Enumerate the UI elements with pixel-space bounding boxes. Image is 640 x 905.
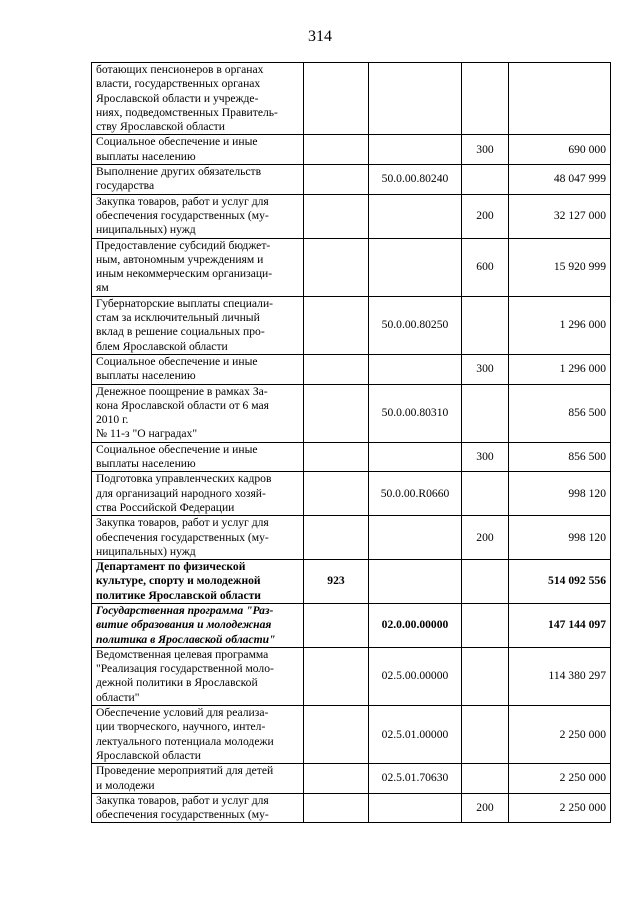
row-expense-type-cell (462, 63, 509, 135)
row-target-code-cell (369, 442, 462, 472)
row-amount-cell: 114 380 297 (509, 647, 611, 705)
row-name-cell (92, 516, 304, 560)
row-name-cell (92, 354, 304, 384)
row-name-cell (92, 135, 304, 165)
row-name-cell (92, 63, 304, 135)
table-row (92, 764, 611, 794)
row-amount-cell: 690 000 (509, 135, 611, 165)
row-amount-cell: 2 250 000 (509, 793, 611, 823)
row-amount-cell: 1 296 000 (509, 354, 611, 384)
row-department-cell (304, 793, 369, 823)
budget-table-body (92, 63, 611, 823)
row-amount-cell: 1 296 000 (509, 296, 611, 354)
row-department-cell (304, 354, 369, 384)
row-expense-type-cell (462, 472, 509, 516)
row-target-code-cell: 50.0.00.R0660 (369, 472, 462, 516)
row-target-code-cell: 02.5.01.70630 (369, 764, 462, 794)
row-amount-cell: 2 250 000 (509, 706, 611, 764)
row-expense-type-cell (462, 647, 509, 705)
row-department-cell (304, 764, 369, 794)
row-name-text: Проведение мероприятий для детей и молодежи (96, 764, 274, 792)
row-expense-type-cell: 300 (462, 442, 509, 472)
row-expense-type-cell (462, 384, 509, 442)
row-expense-type-cell (462, 296, 509, 354)
row-department-cell (304, 603, 369, 647)
row-department-cell (304, 647, 369, 705)
row-department-cell (304, 135, 369, 165)
table-row (92, 647, 611, 705)
row-department-cell (304, 296, 369, 354)
row-name-text: Закупка товаров, работ и услуг для обеспечения государственных (му- ниципальных) нужд (96, 194, 269, 237)
row-name-text: Предоставление субсидий бюджет- ным, автономным учреждениям и иным некоммерческим организаци- ям (96, 238, 273, 295)
row-name-text: Государственная программа "Раз- витие образования и молодежная политика в Ярославской области" (96, 603, 276, 646)
row-name-text: Социальное обеспечение и иные выплаты населению (96, 442, 258, 471)
row-target-code-cell: 50.0.00.80310 (369, 384, 462, 442)
row-name-text: Денежное поощрение в рамках За- кона Ярославской области от 6 мая 2010 г. № 11-з "О наградах" (96, 384, 269, 441)
row-department-cell (304, 516, 369, 560)
row-expense-type-cell (462, 560, 509, 604)
row-target-code-cell (369, 354, 462, 384)
row-target-code-cell (369, 194, 462, 238)
row-name-text: Губернаторские выплаты специали- стам за исключительный личный вклад в решение социальных про- блем Ярославской области (96, 296, 274, 353)
row-name-cell (92, 706, 304, 764)
row-department-cell (304, 63, 369, 135)
budget-table (91, 62, 611, 823)
row-expense-type-cell: 600 (462, 238, 509, 296)
table-row (92, 793, 611, 823)
row-department-cell (304, 384, 369, 442)
row-name-cell (92, 442, 304, 472)
row-name-text: ботающих пенсионеров в органах власти, государственных органах Ярославской области и учрежде- ниях, подведомственных Правитель- ству Ярославской области (96, 63, 278, 134)
row-target-code-cell (369, 516, 462, 560)
table-row (92, 516, 611, 560)
table-row (92, 296, 611, 354)
table-row (92, 194, 611, 238)
row-target-code-cell (369, 560, 462, 604)
table-row (92, 472, 611, 516)
row-amount-cell: 15 920 999 (509, 238, 611, 296)
row-name-text: Закупка товаров, работ и услуг для обеспечения государственных (му- ниципальных) нужд (96, 516, 269, 558)
row-name-text: Подготовка управленческих кадров для организаций народного хозяй- ства Российской Федерации (96, 472, 272, 514)
row-target-code-cell: 02.0.00.00000 (369, 603, 462, 647)
table-row (92, 603, 611, 647)
row-amount-cell: 998 120 (509, 472, 611, 516)
row-expense-type-cell (462, 165, 509, 195)
row-department-cell (304, 194, 369, 238)
row-amount-cell: 856 500 (509, 442, 611, 472)
row-department-cell: 923 (304, 560, 369, 604)
row-amount-cell: 48 047 999 (509, 165, 611, 195)
table-row (92, 238, 611, 296)
row-name-text: Департамент по физической культуре, спорту и молодежной политике Ярославской области (96, 560, 261, 602)
table-row (92, 560, 611, 604)
row-department-cell (304, 472, 369, 516)
row-target-code-cell: 50.0.00.80250 (369, 296, 462, 354)
row-expense-type-cell (462, 603, 509, 647)
row-name-cell (92, 194, 304, 238)
row-target-code-cell (369, 63, 462, 135)
row-amount-cell: 856 500 (509, 384, 611, 442)
row-department-cell (304, 238, 369, 296)
row-amount-cell: 2 250 000 (509, 764, 611, 794)
table-row (92, 354, 611, 384)
row-name-cell (92, 384, 304, 442)
table-row (92, 63, 611, 135)
row-name-cell (92, 472, 304, 516)
row-expense-type-cell: 200 (462, 793, 509, 823)
table-row (92, 165, 611, 195)
row-target-code-cell (369, 793, 462, 823)
row-amount-cell: 514 092 556 (509, 560, 611, 604)
row-amount-cell: 998 120 (509, 516, 611, 560)
table-row (92, 442, 611, 472)
row-name-cell (92, 647, 304, 705)
row-expense-type-cell: 200 (462, 516, 509, 560)
row-name-cell (92, 764, 304, 794)
row-department-cell (304, 442, 369, 472)
row-name-cell (92, 560, 304, 604)
page-number: 314 (308, 28, 332, 45)
row-expense-type-cell: 300 (462, 135, 509, 165)
row-target-code-cell (369, 238, 462, 296)
row-amount-cell: 32 127 000 (509, 194, 611, 238)
row-expense-type-cell (462, 706, 509, 764)
table-row (92, 384, 611, 442)
row-name-text: Закупка товаров, работ и услуг для обеспечения государственных (му- (96, 793, 269, 822)
table-row (92, 706, 611, 764)
row-amount-cell: 147 144 097 (509, 603, 611, 647)
row-amount-cell (509, 63, 611, 135)
row-name-text: Социальное обеспечение и иные выплаты населению (96, 135, 258, 163)
row-target-code-cell: 02.5.01.00000 (369, 706, 462, 764)
row-name-cell (92, 296, 304, 354)
row-name-cell (92, 793, 304, 823)
row-target-code-cell: 50.0.00.80240 (369, 165, 462, 195)
table-row (92, 135, 611, 165)
row-name-cell (92, 238, 304, 296)
row-expense-type-cell (462, 764, 509, 794)
row-name-text: Социальное обеспечение и иные выплаты населению (96, 354, 258, 383)
row-name-text: Выполнение других обязательств государства (96, 165, 262, 193)
row-name-text: Ведомственная целевая программа "Реализация государственной моло- дежной политики в Ярославской области" (96, 647, 274, 704)
row-target-code-cell: 02.5.00.00000 (369, 647, 462, 705)
row-expense-type-cell: 200 (462, 194, 509, 238)
row-name-cell (92, 603, 304, 647)
row-name-cell (92, 165, 304, 195)
row-expense-type-cell: 300 (462, 354, 509, 384)
row-target-code-cell (369, 135, 462, 165)
row-name-text: Обеспечение условий для реализа- ции творческого, научного, интел- лектуального потенциала молодежи Ярославской области (96, 706, 274, 762)
row-department-cell (304, 165, 369, 195)
row-department-cell (304, 706, 369, 764)
